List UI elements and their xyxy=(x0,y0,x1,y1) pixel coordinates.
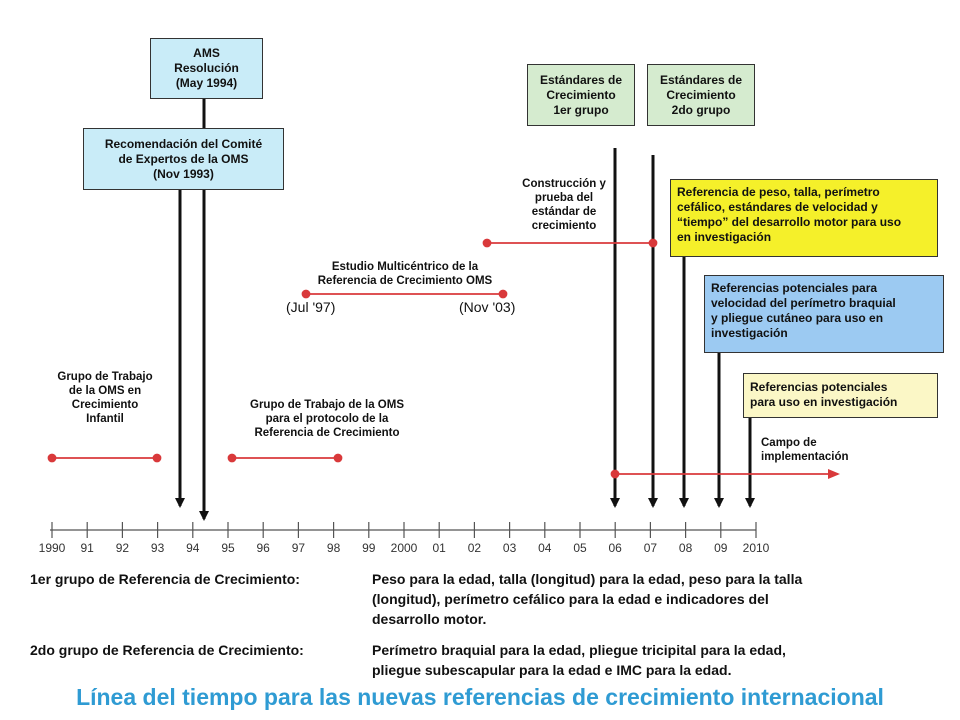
label-line: de la OMS en xyxy=(68,385,142,397)
estudio-multicentrico-label xyxy=(300,260,510,288)
year-label: 03 xyxy=(502,541,517,555)
date-nov03: (Nov '03) xyxy=(459,299,516,315)
estandares-2do-grupo-box xyxy=(647,64,755,126)
grupo2-label: 2do grupo de Referencia de Crecimiento: xyxy=(30,642,304,658)
grupo1-label: 1er grupo de Referencia de Crecimiento: xyxy=(30,571,300,587)
box-line: Crecimiento xyxy=(666,87,736,102)
referencias-potenciales-box xyxy=(743,373,938,418)
label-line: implementación xyxy=(761,451,849,463)
box-line: Referencia de peso, talla, perímetro xyxy=(677,185,880,199)
label-line: Grupo de Trabajo xyxy=(57,371,153,383)
grupo-trabajo-infantil-label xyxy=(40,370,170,426)
desc-line: desarrollo motor. xyxy=(372,611,487,627)
label-line: Referencia de Crecimiento OMS xyxy=(317,275,493,287)
label-line: Construcción y xyxy=(522,178,606,190)
grupo2-description xyxy=(372,640,872,680)
year-label: 2010 xyxy=(742,541,770,555)
year-label: 08 xyxy=(678,541,693,555)
box-line: cefálico, estándares de velocidad y xyxy=(677,200,878,214)
label-line: crecimiento xyxy=(531,220,597,232)
campo-implementacion-label xyxy=(761,436,891,464)
year-label: 2000 xyxy=(390,541,418,555)
ams-resolucion-box xyxy=(150,38,263,99)
year-label: 02 xyxy=(467,541,482,555)
label-line: Referencia de Crecimiento xyxy=(254,427,400,439)
page-caption: Línea del tiempo para las nuevas referencias de crecimiento internacional xyxy=(76,684,884,710)
label-line: para el protocolo de la xyxy=(265,413,389,425)
box-line: 1er grupo xyxy=(553,102,609,117)
grupo-trabajo-protocolo-label xyxy=(222,398,432,440)
label-line: Campo de xyxy=(761,437,817,449)
year-label: 91 xyxy=(80,541,94,555)
box-line: Referencias potenciales para xyxy=(711,281,878,295)
construccion-label xyxy=(505,177,623,233)
box-line: Recomendación del Comité xyxy=(104,136,263,151)
box-line: “tiempo” del desarrollo motor para uso xyxy=(677,215,902,229)
year-label: 95 xyxy=(221,541,235,555)
referencias-braquial-box xyxy=(704,275,944,353)
box-line: 2do grupo xyxy=(671,102,731,117)
year-label: 04 xyxy=(538,541,552,555)
desc-line: Perímetro braquial para la edad, pliegue tricipital para la edad, xyxy=(372,642,786,658)
year-label: 07 xyxy=(643,541,658,555)
timeline-ticks xyxy=(52,522,756,538)
box-line: Referencias potenciales xyxy=(750,380,888,394)
year-label: 96 xyxy=(256,541,270,555)
estandares-1er-grupo-box xyxy=(527,64,635,126)
desc-line: pliegue subescapular para la edad e IMC para la edad. xyxy=(372,662,732,678)
year-label: 92 xyxy=(115,541,130,555)
year-label: 06 xyxy=(608,541,622,555)
label-line: Grupo de Trabajo de la OMS xyxy=(250,399,404,411)
box-line: para uso en investigación xyxy=(750,395,898,409)
label-line: Crecimiento xyxy=(71,399,139,411)
desc-line: (longitud), perímetro cefálico para la edad e indicadores del xyxy=(372,591,769,607)
year-label: 09 xyxy=(714,541,728,555)
box-line: velocidad del perímetro braquial xyxy=(711,296,896,310)
comite-expertos-box xyxy=(83,128,284,190)
year-label: 01 xyxy=(432,541,446,555)
box-line: (Nov 1993) xyxy=(153,166,214,181)
box-line: Resolución xyxy=(174,61,239,75)
year-label: 99 xyxy=(362,541,376,555)
year-label: 98 xyxy=(326,541,341,555)
box-line: AMS xyxy=(193,46,220,60)
box-line: Crecimiento xyxy=(546,87,616,102)
box-line: (May 1994) xyxy=(175,76,238,90)
box-line: investigación xyxy=(711,326,788,340)
grupo1-description xyxy=(372,569,872,629)
desc-line: Peso para la edad, talla (longitud) para la edad, peso para la talla xyxy=(372,571,803,587)
label-line: Estudio Multicéntrico de la xyxy=(331,261,479,273)
box-line: de Expertos de la OMS xyxy=(118,151,249,166)
date-jul97: (Jul '97) xyxy=(286,299,336,315)
label-line: estándar de xyxy=(531,206,597,218)
year-label: 05 xyxy=(573,541,587,555)
box-line: Estándares de xyxy=(539,72,623,87)
year-label: 1990 xyxy=(38,541,66,555)
label-line: prueba del xyxy=(534,192,594,204)
box-line: en investigación xyxy=(677,230,772,244)
year-label: 97 xyxy=(291,541,306,555)
label-line: Infantil xyxy=(86,413,124,425)
referencia-peso-talla-box xyxy=(670,179,938,257)
year-label: 93 xyxy=(150,541,165,555)
year-label: 94 xyxy=(186,541,200,555)
box-line: Estándares de xyxy=(659,72,743,87)
box-line: y pliegue cutáneo para uso en xyxy=(711,311,884,325)
